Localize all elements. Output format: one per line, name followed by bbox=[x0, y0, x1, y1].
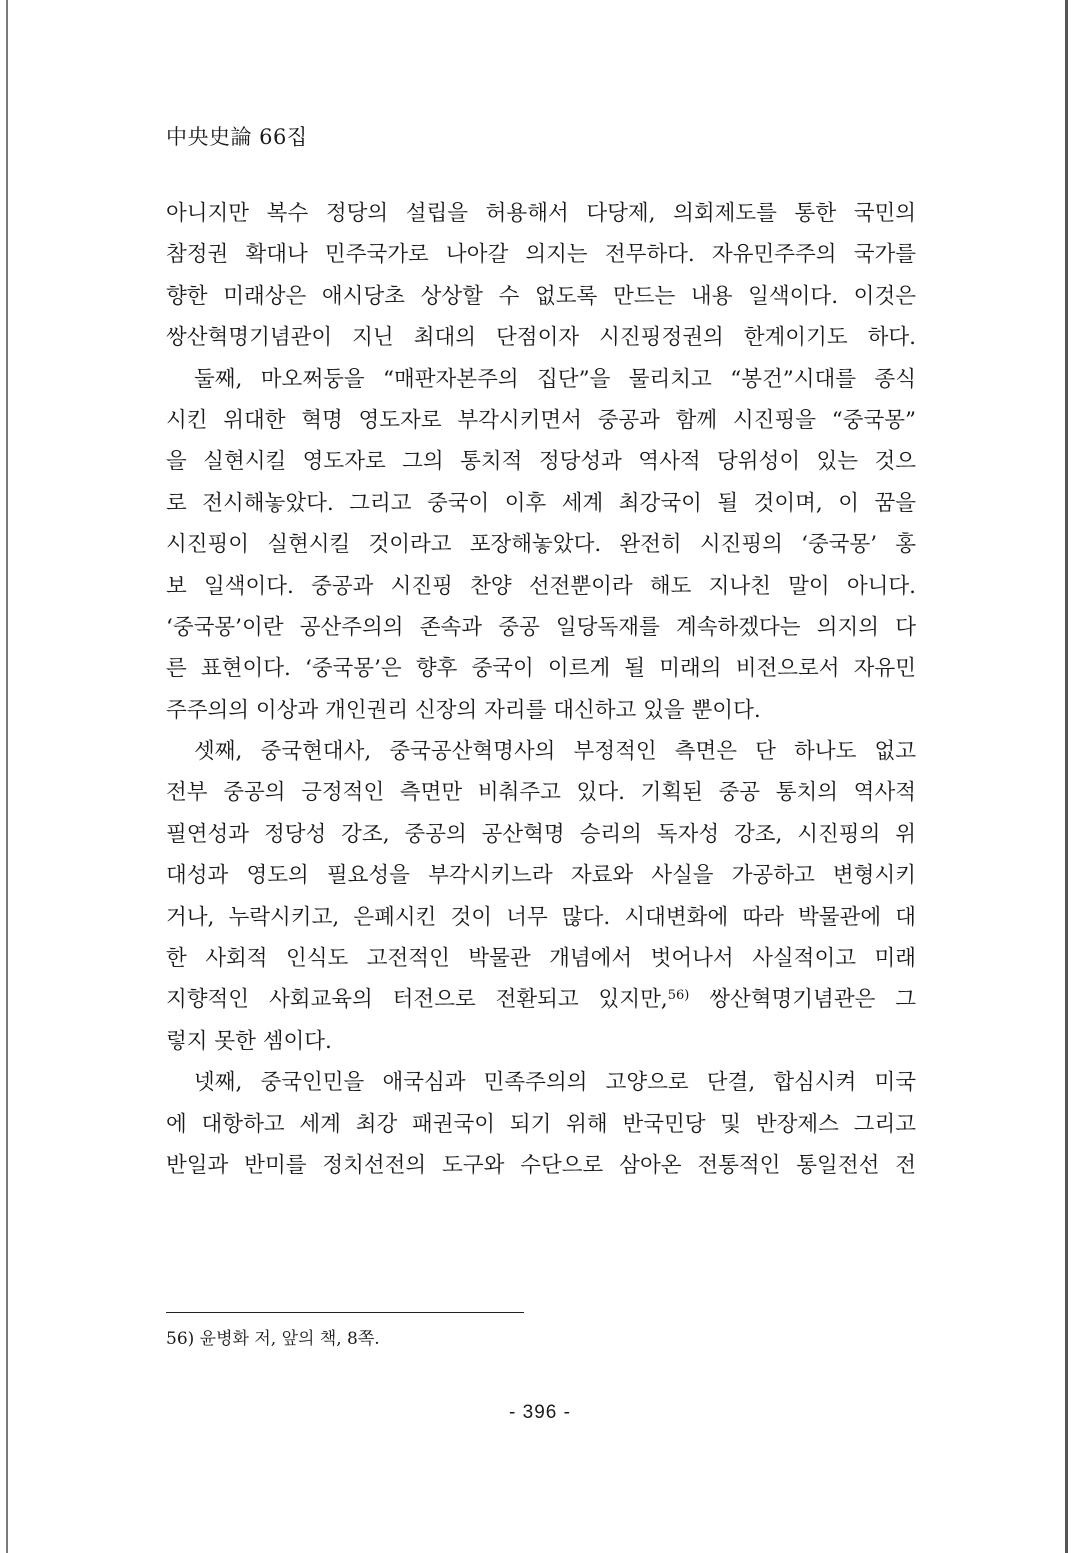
text-line: 참정권 확대나 민주국가로 나아갈 의지는 전무하다. 자유민주주의 국가를 bbox=[166, 242, 916, 268]
text-line: 넷째, 중국인민을 애국심과 민족주의의 고양으로 단결, 합심시켜 미국 bbox=[194, 1070, 916, 1096]
footnote-reference[interactable]: 56) bbox=[667, 988, 690, 1004]
text-line: 렇지 못한 셈이다. bbox=[166, 1028, 332, 1054]
text-segment: 쌍산혁명기념관은 그 bbox=[689, 987, 916, 1013]
text-line: ‘중국몽’이란 공산주의의 존속과 중공 일당독재를 계속하겠다는 의지의 다 bbox=[166, 614, 916, 640]
page-number: - 396 - bbox=[509, 1402, 571, 1423]
text-line: 보 일색이다. 중공과 시진핑 찬양 선전뿐이라 해도 지나친 말이 아니다. bbox=[166, 573, 916, 599]
text-line: 시킨 위대한 혁명 영도자로 부각시키면서 중공과 함께 시진핑을 “중국몽” bbox=[166, 407, 916, 433]
text-line: 향한 미래상은 애시당초 상상할 수 없도록 만드는 내용 일색이다. 이것은 bbox=[166, 283, 916, 309]
text-line: 둘째, 마오쩌둥을 “매판자본주의 집단”을 물리치고 “봉건”시대를 종식 bbox=[194, 366, 916, 392]
text-line bbox=[166, 979, 916, 1020]
text-line: 쌍산혁명기념관이 지닌 최대의 단점이자 시진핑정권의 한계이기도 하다. bbox=[166, 325, 916, 351]
text-line: 거나, 누락시키고, 은폐시킨 것이 너무 많다. 시대변화에 따라 박물관에 대 bbox=[166, 904, 916, 930]
text-line: 반일과 반미를 정치선전의 도구와 수단으로 삼아온 전통적인 통일전선 전 bbox=[166, 1152, 916, 1178]
text-line: 시진핑이 실현시킬 것이라고 포장해놓았다. 완전히 시진핑의 ‘중국몽’ 홍 bbox=[166, 532, 916, 558]
text-line: 에 대항하고 세계 최강 패권국이 되기 위해 반국민당 및 반장제스 그리고 bbox=[166, 1111, 916, 1137]
body-text bbox=[166, 193, 916, 1186]
footnote: 56) 윤병화 저, 앞의 책, 8쪽. bbox=[166, 1329, 380, 1349]
text-segment: 지향적인 사회교육의 터전으로 전환되고 있지만, bbox=[166, 987, 668, 1013]
text-line: 을 실현시킬 영도자로 그의 통치적 정당성과 역사적 당위성이 있는 것으 bbox=[166, 449, 916, 475]
text-line: 로 전시해놓았다. 그리고 중국이 이후 세계 최강국이 될 것이며, 이 꿈을 bbox=[166, 490, 916, 516]
text-line: 한 사회적 인식도 고전적인 박물관 개념에서 벗어나서 사실적이고 미래 bbox=[166, 946, 916, 972]
text-line: 필연성과 정당성 강조, 중공의 공산혁명 승리의 독자성 강조, 시진핑의 위 bbox=[166, 821, 916, 847]
footnote-divider bbox=[166, 1312, 524, 1313]
text-line: 전부 중공의 긍정적인 측면만 비춰주고 있다. 기획된 중공 통치의 역사적 bbox=[166, 780, 916, 806]
text-line: 른 표현이다. ‘중국몽’은 향후 중국이 이르게 될 미래의 비전으로서 자유민 bbox=[166, 656, 916, 682]
text-line: 주주의의 이상과 개인권리 신장의 자리를 대신하고 있을 뿐이다. bbox=[166, 697, 761, 723]
text-line: 아니지만 복수 정당의 설립을 허용해서 다당제, 의회제도를 통한 국민의 bbox=[166, 201, 916, 226]
text-line: 셋째, 중국현대사, 중국공산혁명사의 부정적인 측면은 단 하나도 없고 bbox=[194, 739, 916, 765]
text-line: 대성과 영도의 필요성을 부각시키느라 자료와 사실을 가공하고 변형시키 bbox=[166, 863, 916, 889]
running-header: 中央史論 66집 bbox=[166, 125, 308, 149]
